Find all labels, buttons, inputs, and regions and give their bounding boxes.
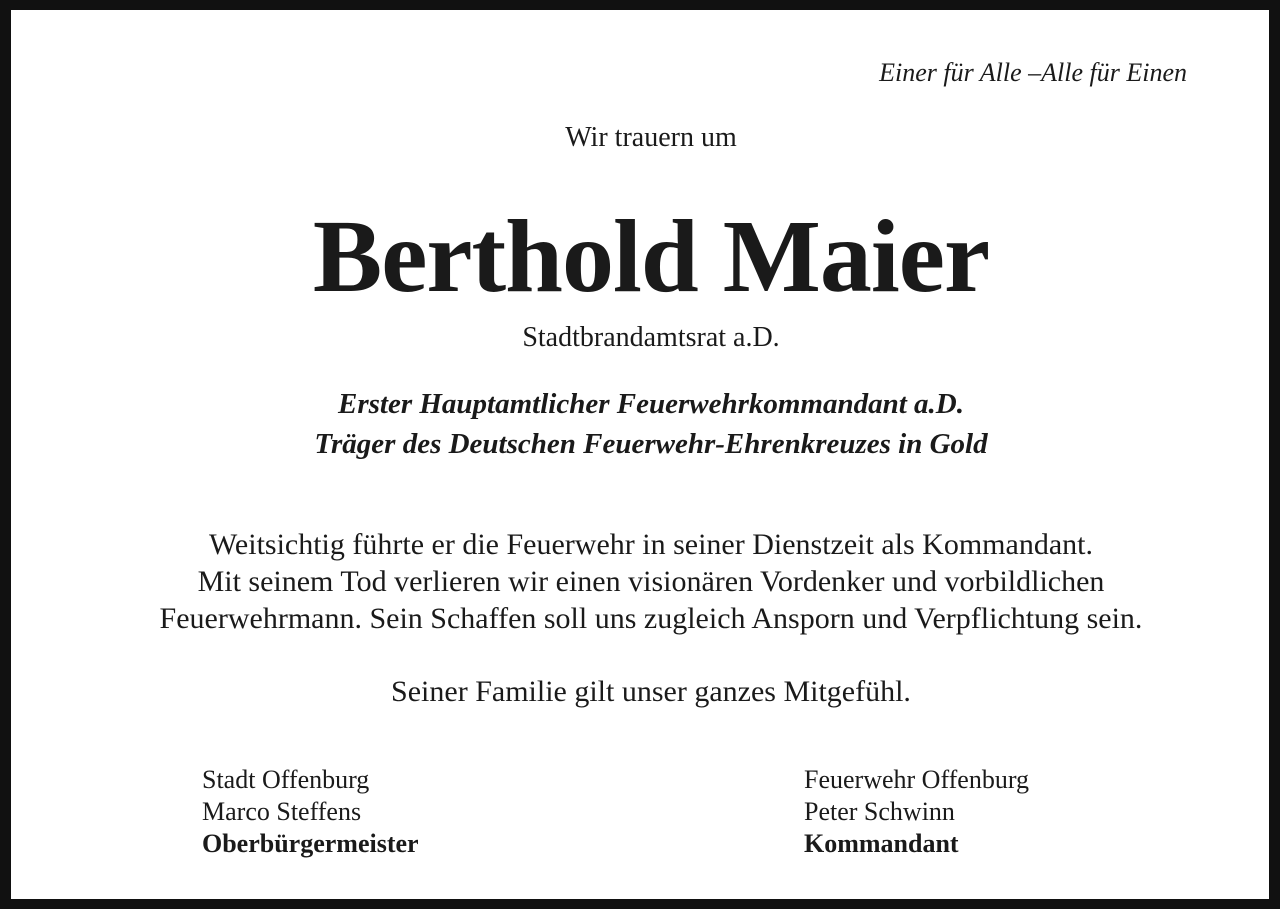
honor-line: Erster Hauptamtlicher Feuerwehrkommandant a.D. xyxy=(337,388,964,420)
motto: Einer für Alle –Alle für Einen xyxy=(879,58,1187,87)
tribute-line: Mit seinem Tod verlieren wir einen visionären Vordenker und vorbildlichen xyxy=(197,565,1105,598)
signatory-organization: Feuerwehr Offenburg xyxy=(804,765,1030,794)
tribute-line: Weitsichtig führte er die Feuerwehr in seiner Dienstzeit als Kommandant. xyxy=(209,528,1093,561)
deceased-name: Berthold Maier xyxy=(312,199,990,314)
signatory-title: Kommandant xyxy=(804,829,959,858)
deceased-rank: Stadtbrandamtsrat a.D. xyxy=(522,322,780,353)
honors-block xyxy=(11,384,1280,464)
honor-line: Träger des Deutschen Feuerwehr-Ehrenkreuzes in Gold xyxy=(314,428,988,460)
intro-line: Wir trauern um xyxy=(565,122,737,153)
condolence-line: Seiner Familie gilt unser ganzes Mitgefühl. xyxy=(391,675,911,708)
signatory-left xyxy=(202,764,419,860)
tribute-line: Feuerwehrmann. Sein Schaffen soll uns zugleich Ansporn und Verpflichtung sein. xyxy=(159,602,1143,635)
signatory-person: Peter Schwinn xyxy=(804,797,955,826)
tribute-paragraph xyxy=(11,526,1280,637)
signatory-right xyxy=(804,764,1029,860)
signatory-person: Marco Steffens xyxy=(202,797,362,826)
signatory-title: Oberbürgermeister xyxy=(202,829,419,858)
signatory-organization: Stadt Offenburg xyxy=(202,765,370,794)
